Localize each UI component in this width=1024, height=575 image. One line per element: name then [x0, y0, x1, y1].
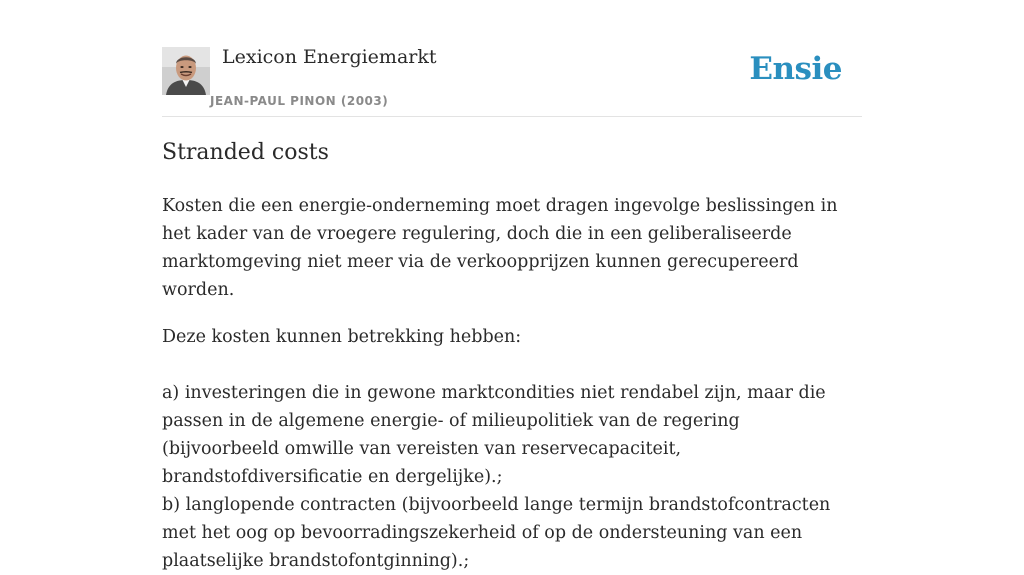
author-name[interactable]: JEAN-PAUL PINON (2003): [210, 94, 389, 108]
entry-content: [162, 192, 862, 575]
ensie-logo[interactable]: Ensie: [749, 51, 842, 87]
entry-title: Stranded costs: [162, 140, 329, 165]
author-avatar[interactable]: [162, 47, 210, 95]
list-item: b) langlopende contracten (bijvoorbeeld lange termijn brandstofcontracten met het oog op bevoorradingszekerheid of op de ondersteuning van een plaatselijke brandstofontginning).;: [162, 495, 831, 571]
book-title[interactable]: Lexicon Energiemarkt: [222, 46, 437, 68]
cost-items-list: [162, 379, 862, 575]
header: [162, 44, 862, 117]
intro-paragraph: Deze kosten kunnen betrekking hebben:: [162, 327, 522, 347]
list-item: a) investeringen die in gewone marktcondities niet rendabel zijn, maar die passen in de algemene energie- of milieupolitiek van de regering (bijvoorbeeld omwille van vereisten van reservecapaciteit, brandstofdiversificatie en dergelijke).;: [162, 383, 826, 487]
author-photo: [162, 47, 210, 95]
definition-paragraph: Kosten die een energie-onderneming moet dragen ingevolge beslissingen in het kader van de vroegere regulering, doch die in een geliberaliseerde marktomgeving niet meer via de verkoopprijzen kunnen gerecupereerd worden.: [162, 196, 838, 300]
